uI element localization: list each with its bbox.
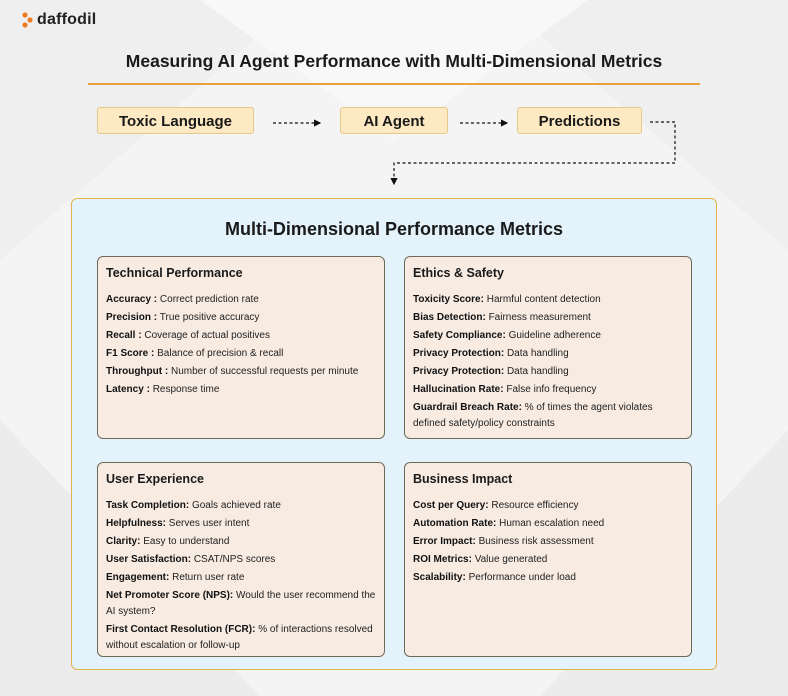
card-technical-performance xyxy=(97,256,385,439)
metric-item: Clarity: Easy to understand xyxy=(106,536,230,547)
arrow-output-to-metrics xyxy=(394,122,675,184)
metric-item: Helpfulness: Serves user intent xyxy=(106,518,250,529)
metric-item: Accuracy : Correct prediction rate xyxy=(106,294,259,305)
metric-item: Guardrail Breach Rate: % of times the agent violates defined safety/policy constraints xyxy=(413,402,653,429)
metric-item: Bias Detection: Fairness measurement xyxy=(413,312,591,323)
metric-item: Precision : True positive accuracy xyxy=(106,312,260,323)
page-title: Measuring AI Agent Performance with Multi-Dimensional Metrics xyxy=(125,51,663,71)
metric-item: Throughput : Number of successful requests per minute xyxy=(106,366,359,377)
metric-item: Task Completion: Goals achieved rate xyxy=(106,500,281,511)
card-title: Technical Performance xyxy=(106,266,243,280)
flow-agent-box: AI Agent xyxy=(340,107,448,134)
metric-item: Automation Rate: Human escalation need xyxy=(413,518,605,529)
metric-item: Privacy Protection: Data handling xyxy=(413,366,569,377)
metric-item: User Satisfaction: CSAT/NPS scores xyxy=(106,554,276,565)
brand-name: daffodil xyxy=(37,11,97,28)
flow-connectors xyxy=(0,0,788,200)
flow-input-box: Toxic Language xyxy=(97,107,254,134)
metric-item: Net Promoter Score (NPS): Would the user recommend the AI system? xyxy=(106,590,376,617)
card-ethics-safety xyxy=(404,256,692,439)
card-business-impact xyxy=(404,462,692,657)
metrics-panel xyxy=(71,198,717,670)
card-user-experience xyxy=(97,462,385,657)
metric-item: Recall : Coverage of actual positives xyxy=(106,330,270,341)
metric-item: Latency : Response time xyxy=(106,384,220,395)
metric-item: Error Impact: Business risk assessment xyxy=(413,536,594,547)
metric-item: First Contact Resolution (FCR): % of interactions resolved without escalation or follow-up xyxy=(106,624,373,651)
metric-item: Engagement: Return user rate xyxy=(106,572,245,583)
flow-output-box: Predictions xyxy=(517,107,642,134)
metric-item: ROI Metrics: Value generated xyxy=(413,554,548,565)
metric-item: Cost per Query: Resource efficiency xyxy=(413,500,579,511)
metric-item: Privacy Protection: Data handling xyxy=(413,348,569,359)
metrics-panel-title: Multi-Dimensional Performance Metrics xyxy=(224,219,564,239)
card-title: Ethics & Safety xyxy=(413,266,505,280)
card-title: Business Impact xyxy=(413,472,513,486)
card-title: User Experience xyxy=(106,472,204,486)
metric-item: Toxicity Score: Harmful content detection xyxy=(413,294,601,305)
metric-item: Safety Compliance: Guideline adherence xyxy=(413,330,601,341)
metric-item: F1 Score : Balance of precision & recall xyxy=(106,348,284,359)
metric-item: Hallucination Rate: False info frequency xyxy=(413,384,597,395)
metric-item: Scalability: Performance under load xyxy=(413,572,576,583)
